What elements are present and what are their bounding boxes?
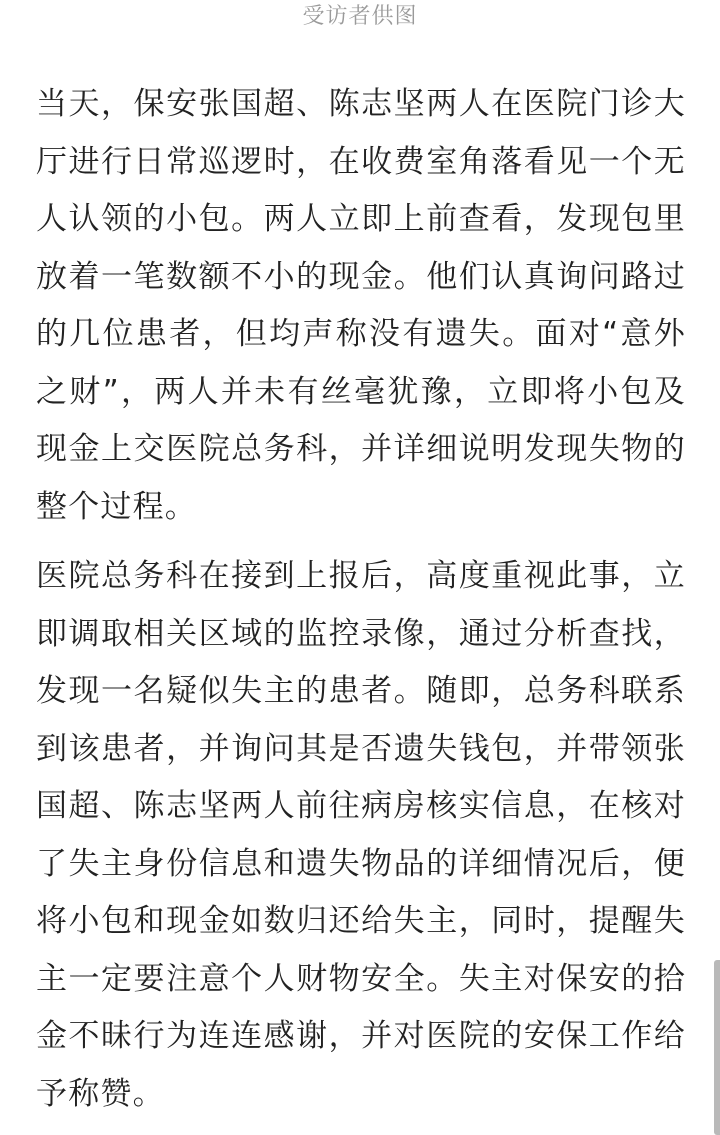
article-paragraph-2: 医院总务科在接到上报后，高度重视此事，立即调取相关区域的监控录像，通过分析查找，发现一名疑似失主的患者。随即，总务科联系到该患者，并询问其是否遗失钱包，并带领张国超、陈志坚两人前往病房核实信息，在核对了失主身份信息和遗失物品的详细情况后，便将小包和现金如数归还给失主，同时，提醒失主一定要注意个人财物安全。失主对保安的拾金不昧行为连连感谢，并对医院的安保工作给予称赞。 <box>36 558 686 1112</box>
image-caption: 受访者供图 <box>302 4 418 29</box>
article-paragraph-1: 当天，保安张国超、陈志坚两人在医院门诊大厅进行日常巡逻时，在收费室角落看见一个无人认领的小包。两人立即上前查看，发现包里放着一笔数额不小的现金。他们认真询问路过的几位患者，但均声称没有遗失。面对“意外之财”，两人并未有丝毫犹豫，立即将小包及现金上交医院总务科，并详细说明发现失物的整个过程。 <box>36 86 686 525</box>
scrollbar-thumb[interactable] <box>714 960 720 1135</box>
